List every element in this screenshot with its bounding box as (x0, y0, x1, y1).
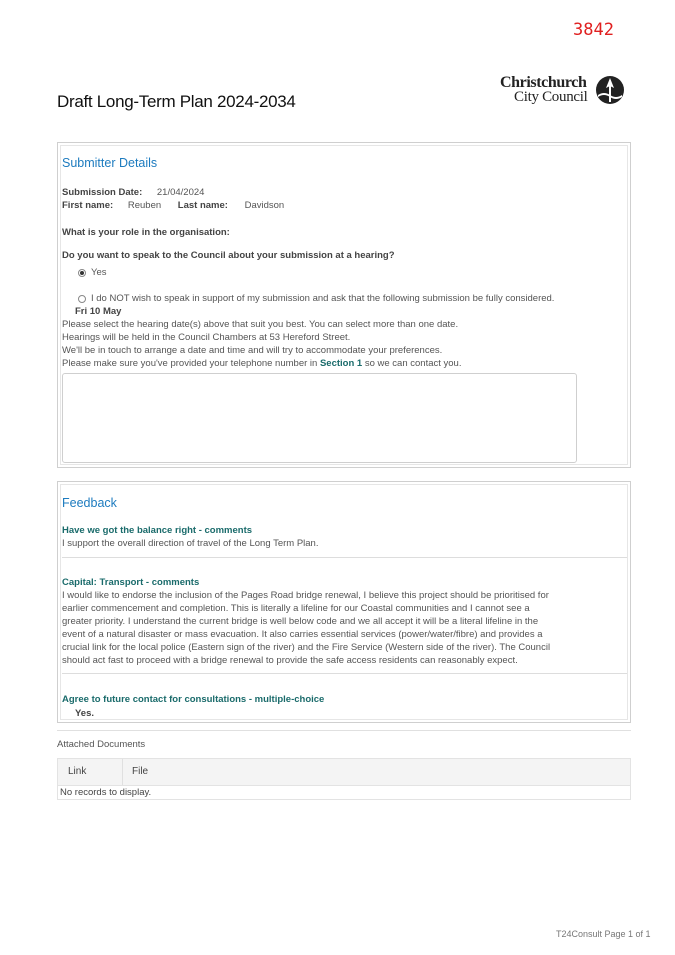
transport-answer-line: I would like to endorse the inclusion of the Pages Road bridge renewal, I believe this project should be prioritised for (62, 590, 549, 601)
radio-yes-label: Yes (91, 267, 107, 278)
feedback-heading: Feedback (62, 496, 117, 510)
logo-text-line1: Christchurch (500, 74, 587, 91)
transport-question-answer (62, 589, 550, 667)
hearing-info-line-3: We'll be in touch to arrange a date and time and will try to accommodate your preferences. (62, 345, 443, 356)
role-question: What is your role in the organisation: (62, 227, 230, 238)
submission-id: 3842 (573, 20, 614, 40)
hearing-date: Fri 10 May (75, 306, 122, 317)
column-header-link[interactable]: Link (68, 766, 87, 777)
hearing-info-line-4-pre: Please make sure you've provided your telephone number in (62, 358, 318, 369)
attachments-table (57, 758, 631, 800)
hearing-info-line-2: Hearings will be held in the Council Chambers at 53 Hereford Street. (62, 332, 351, 343)
transport-answer-line: earlier commencement and completion. This is literally a lifeline for our Coastal communities and I cannot see a (62, 603, 530, 614)
attachments-divider (57, 730, 631, 731)
hearing-question: Do you want to speak to the Council about your submission at a hearing? (62, 250, 395, 261)
transport-answer-line: greater priority. I understand the current bridge is well below code and we all accept it will be a literal lifeline in the (62, 616, 539, 627)
page-footer: T24Consult Page 1 of 1 (556, 929, 651, 939)
transport-answer-line: should act fast to proceed with a bridge renewal to provide the safe access residents can reasonably expect. (62, 655, 518, 666)
future-contact-answer: Yes. (75, 708, 95, 719)
section-1-link[interactable]: Section 1 (319, 358, 363, 369)
logo-text-line2: City Council (514, 89, 588, 105)
column-header-file[interactable]: File (132, 766, 149, 777)
radio-yes[interactable] (78, 269, 86, 277)
attachments-table-header (58, 759, 630, 786)
feedback-divider-1 (62, 557, 627, 558)
submitter-details-heading: Submitter Details (62, 156, 158, 170)
column-separator (122, 759, 123, 785)
first-name-value: Reuben (127, 200, 162, 211)
submission-date-value: 21/04/2024 (156, 187, 205, 198)
hearing-info-line-4 (62, 357, 461, 370)
hearing-info-line-4-post: so we can contact you. (364, 358, 462, 369)
cathedral-logo-icon (595, 75, 625, 105)
feedback-divider-2 (62, 673, 627, 674)
no-records-message: No records to display. (60, 787, 152, 798)
feedback-panel (57, 481, 631, 723)
attached-documents-label: Attached Documents (57, 739, 146, 750)
balance-question-title: Have we got the balance right - comments (62, 525, 253, 536)
balance-question-answer: I support the overall direction of travel of the Long Term Plan. (62, 538, 319, 549)
last-name-value: Davidson (244, 200, 285, 211)
submitter-details-panel (57, 142, 631, 468)
hearing-info-line-1: Please select the hearing date(s) above that suit you best. You can select more than one date. (62, 319, 459, 330)
transport-answer-line: crucial link for the local police (Eastern sign of the river) and the Fire Service (Western side of the river). The Council (62, 642, 551, 653)
first-name-label: First name: (62, 200, 114, 211)
hearing-comments-textarea[interactable] (62, 373, 577, 463)
page-title: Draft Long-Term Plan 2024-2034 (57, 92, 296, 111)
council-logo (499, 74, 629, 108)
radio-do-not-speak[interactable] (78, 295, 86, 303)
transport-answer-line: event of a natural disaster or mass evacuation. It also carries essential services (power/water/fibre) and provides a (62, 629, 543, 640)
radio-do-not-speak-label: I do NOT wish to speak in support of my submission and ask that the following submission be fully considered. (91, 293, 555, 304)
last-name-label: Last name: (177, 200, 228, 211)
future-contact-question-title: Agree to future contact for consultations - multiple-choice (62, 694, 325, 705)
transport-question-title: Capital: Transport - comments (62, 577, 200, 588)
submission-date-label: Submission Date: (62, 187, 143, 198)
